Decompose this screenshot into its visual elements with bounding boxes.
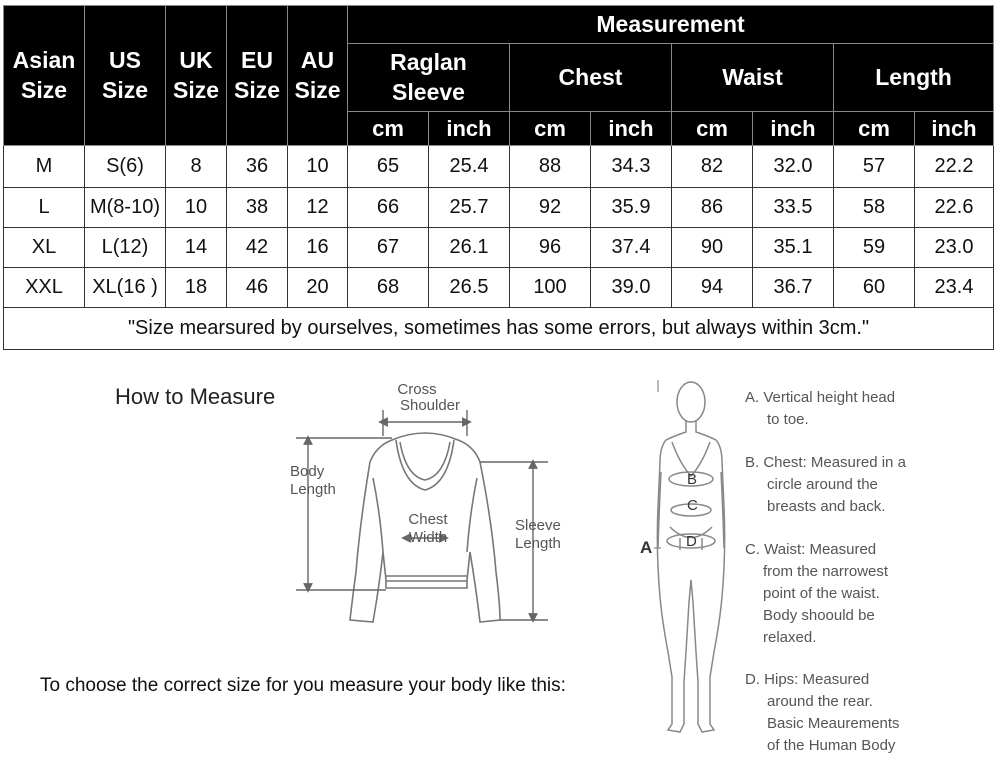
table-cell: 26.1 <box>429 227 510 267</box>
size-chart-table <box>3 5 994 350</box>
marker-d: D <box>686 533 697 550</box>
table-cell: XXL <box>4 267 85 307</box>
measurement-header: Measurement <box>348 6 994 44</box>
table-cell: 60 <box>834 267 915 307</box>
unit-header: inch <box>429 112 510 146</box>
unit-header: inch <box>753 112 834 146</box>
table-cell: 20 <box>288 267 348 307</box>
table-cell: 39.0 <box>591 267 672 307</box>
table-cell: 10 <box>288 146 348 187</box>
table-cell: 96 <box>510 227 591 267</box>
body-length-label: Body Length <box>290 463 336 498</box>
table-cell: 32.0 <box>753 146 834 187</box>
unit-header: inch <box>915 112 994 146</box>
table-cell: 86 <box>672 187 753 227</box>
measure-guide-diagram <box>0 352 1000 758</box>
table-cell: 92 <box>510 187 591 227</box>
table-row <box>4 227 994 267</box>
table-cell: 59 <box>834 227 915 267</box>
cross-shoulder-label: Cross Shoulder <box>397 381 461 414</box>
table-cell: 33.5 <box>753 187 834 227</box>
eu-size-header: EU Size <box>227 6 288 146</box>
table-cell: 25.7 <box>429 187 510 227</box>
table-cell: 90 <box>672 227 753 267</box>
sleeve-length-label: Sleeve Length <box>515 517 561 552</box>
table-cell: 22.2 <box>915 146 994 187</box>
legend-c: C. Waist: Measured from the narrowest point of the waist. Body shoould be relaxed. <box>745 541 889 646</box>
table-cell: 38 <box>227 187 288 227</box>
table-row <box>4 187 994 227</box>
table-cell: 35.1 <box>753 227 834 267</box>
legend-b: B. Chest: Measured in a circle around the breasts and back. <box>745 454 906 515</box>
table-cell: 35.9 <box>591 187 672 227</box>
table-cell: 8 <box>166 146 227 187</box>
table-cell: S(6) <box>85 146 166 187</box>
table-cell: M(8-10) <box>85 187 166 227</box>
asian-size-header: Asian Size <box>4 6 85 146</box>
guide-title: How to Measure <box>115 384 276 409</box>
table-cell: 23.0 <box>915 227 994 267</box>
table-cell: 88 <box>510 146 591 187</box>
chest-header: Chest <box>510 44 672 112</box>
marker-a: A <box>640 538 653 557</box>
waist-header: Waist <box>672 44 834 112</box>
table-cell: XL(16 ) <box>85 267 166 307</box>
unit-header: cm <box>834 112 915 146</box>
table-cell: XL <box>4 227 85 267</box>
chest-width-label: Chest Width <box>408 511 448 546</box>
legend-a: A. Vertical height head to toe. <box>745 389 896 428</box>
length-header: Length <box>834 44 994 112</box>
au-size-header: AU Size <box>288 6 348 146</box>
table-cell: 46 <box>227 267 288 307</box>
table-cell: 58 <box>834 187 915 227</box>
unit-header: cm <box>672 112 753 146</box>
unit-header: cm <box>348 112 429 146</box>
table-cell: 82 <box>672 146 753 187</box>
table-cell: 23.4 <box>915 267 994 307</box>
table-cell: 12 <box>288 187 348 227</box>
table-cell: 42 <box>227 227 288 267</box>
uk-size-header: UK Size <box>166 6 227 146</box>
measurement-note: "Size mearsured by ourselves, sometimes has some errors, but always within 3cm." <box>4 307 994 349</box>
table-row <box>4 267 994 307</box>
table-cell: 100 <box>510 267 591 307</box>
human-body-sketch <box>657 382 724 732</box>
table-cell: 57 <box>834 146 915 187</box>
table-cell: L(12) <box>85 227 166 267</box>
table-cell: 94 <box>672 267 753 307</box>
table-cell: 67 <box>348 227 429 267</box>
table-cell: 68 <box>348 267 429 307</box>
table-cell: 25.4 <box>429 146 510 187</box>
table-cell: 36 <box>227 146 288 187</box>
table-row <box>4 146 994 187</box>
table-cell: 34.3 <box>591 146 672 187</box>
table-cell: 36.7 <box>753 267 834 307</box>
table-cell: 14 <box>166 227 227 267</box>
table-cell: 22.6 <box>915 187 994 227</box>
guide-instruction: To choose the correct size for you measure your body like this: <box>40 675 566 696</box>
table-cell: L <box>4 187 85 227</box>
us-size-header: US Size <box>85 6 166 146</box>
table-cell: 10 <box>166 187 227 227</box>
table-cell: 66 <box>348 187 429 227</box>
unit-header: cm <box>510 112 591 146</box>
raglan-sleeve-header: Raglan Sleeve <box>348 44 510 112</box>
table-cell: 37.4 <box>591 227 672 267</box>
unit-header: inch <box>591 112 672 146</box>
table-cell: 16 <box>288 227 348 267</box>
marker-b: B <box>687 471 698 488</box>
table-cell: 18 <box>166 267 227 307</box>
table-cell: 26.5 <box>429 267 510 307</box>
table-cell: M <box>4 146 85 187</box>
table-cell: 65 <box>348 146 429 187</box>
marker-c: C <box>687 497 698 514</box>
legend-d: D. Hips: Measured around the rear. Basic Meaurements of the Human Body <box>745 671 900 754</box>
